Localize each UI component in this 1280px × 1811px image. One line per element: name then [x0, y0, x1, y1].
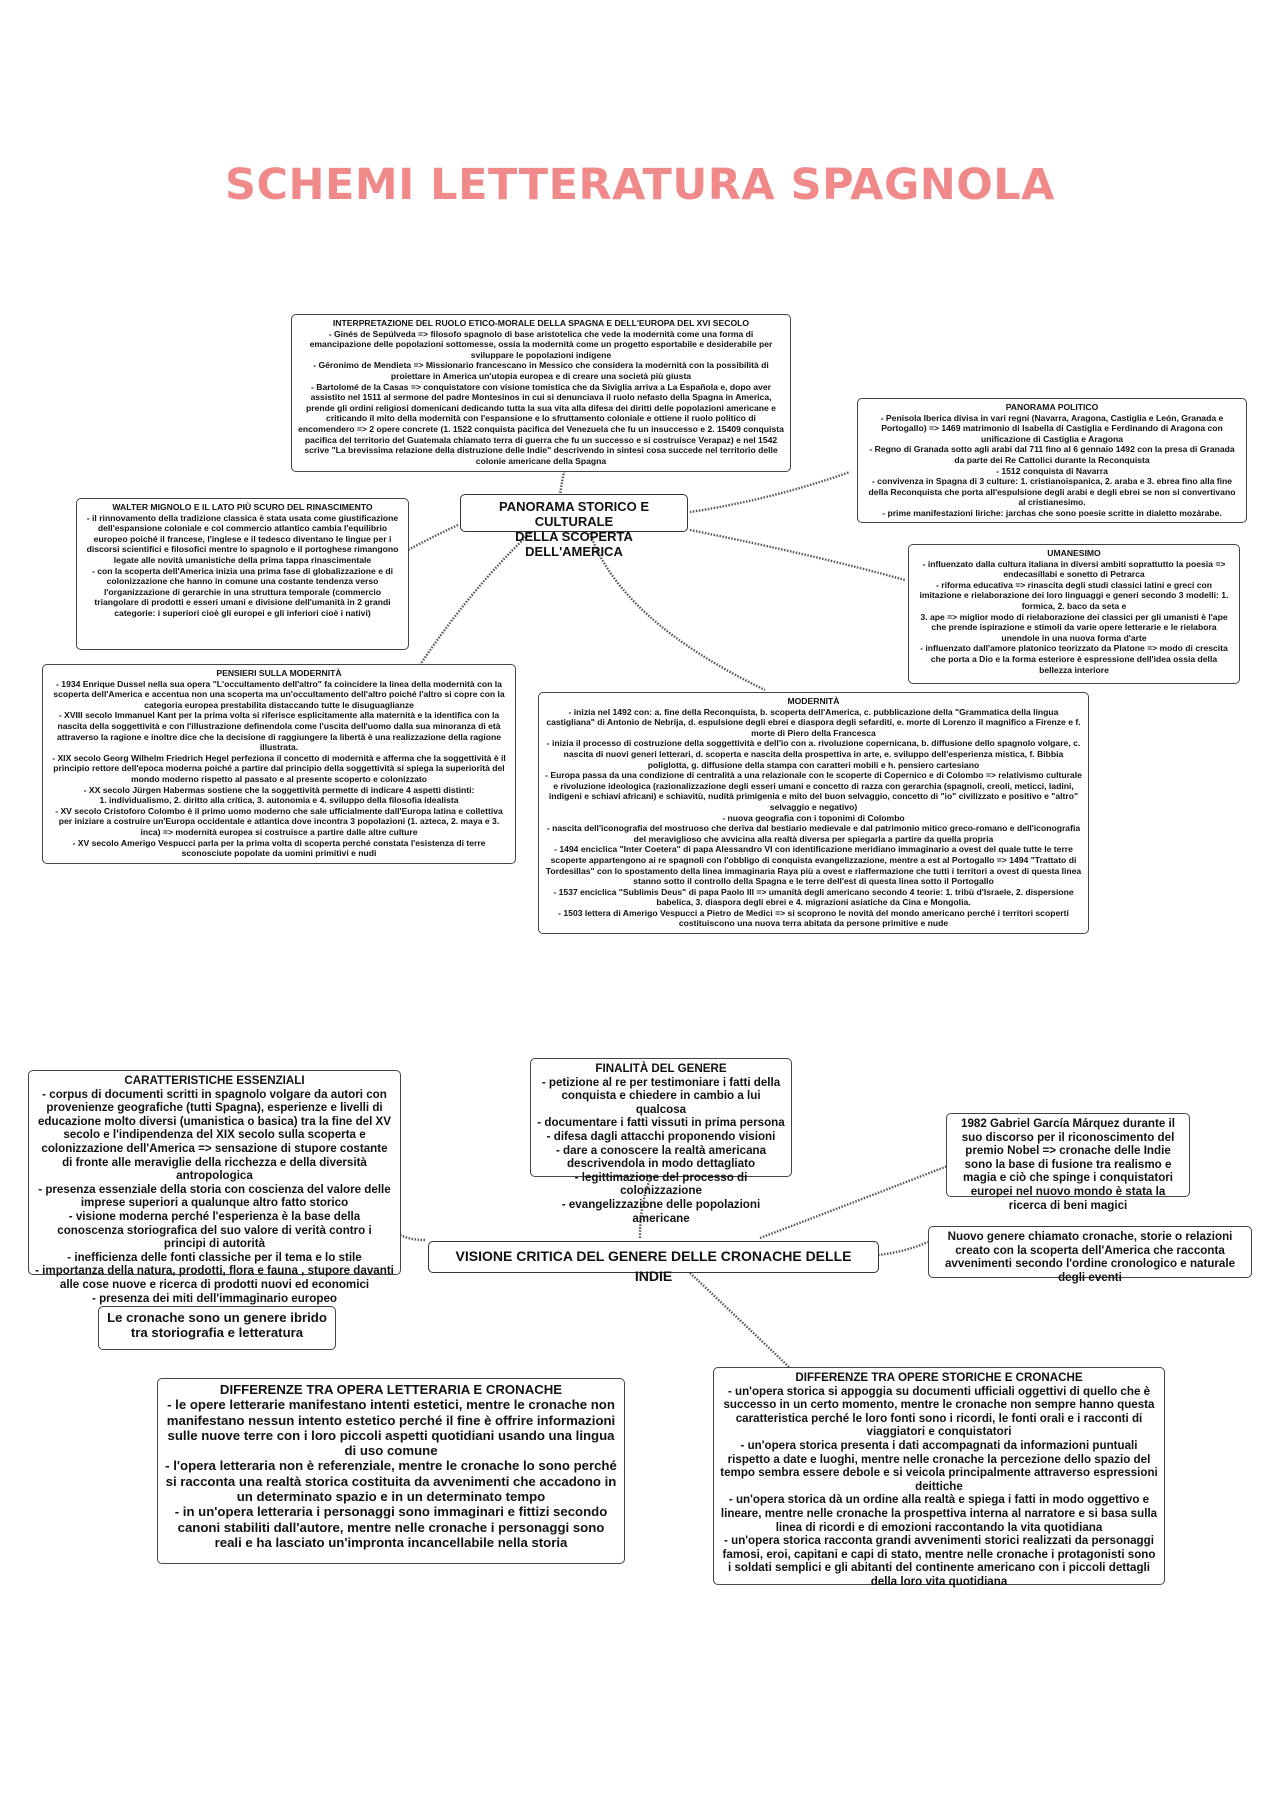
- central-node-panorama-label: PANORAMA STORICO E CULTURALE DELLA SCOPERTA DELL'AMERICA: [499, 499, 649, 559]
- caratteristiche-box: [28, 1070, 401, 1305]
- marquez-box: [946, 1113, 1190, 1212]
- finalita-body: - petizione al re per testimoniare i fatti della conquista e chiedere in cambio a lui qualcosa - documentare i fatti vissuti in prima persona - difesa dagli attacchi proponendo visioni - dare a conoscere la realtà americana descrivendola in modo dettagliato - legittimazione del processo di colonizzazione - evangelizzazione delle popolazioni americane: [537, 1075, 785, 1225]
- pensieri-body: - 1934 Enrique Dussel nella sua opera "L'occultamento dell'altro" fa coincidere la linea della modernità con la scoperta dell'America e accentua non una scoperta ma un'occultamento dell'altro poiché l'altro si copre con la categoria europea prestabilita distaccando tutte le disuguaglianze - XVIII secolo Immanuel Kant per la prima volta si riferisce esplicitamente alla maternità e la identifica con la nascita della soggettività e con l'illustrazione definendola come l'uscita dell'uomo dalla sua minoranza di età attraverso la ragione e inoltre dice che la decisione di raggiungere la libertà è una realizzazione della ragione illustrata. - XIX secolo Georg Wilhelm Friedrich Hegel perfeziona il concetto di modernità e afferma che la soggettività è il principio rettore dell'epoca moderna poiché a partire dal principio della soggettività si spiega la superiorità del mondo moderno rispetto al passato e al presente scoperto e colonizzato - XX secolo Jürgen Habermas sostiene che la soggettività permette di indicare 4 aspetti distinti: 1. individualismo, 2. diritto alla critica, 3. autonomia e 4. sviluppo della filosofia idealista - XV secolo Cristoforo Colombo è il primo uomo moderno che sale ufficialmente dall'Europa latina e collettiva per iniziare a costruire un'Europa occidentale e atlantica dove incontra 3 popolazioni (1. azteca, 2. maya e 3. inca) => modernità europea si costruisce a partire dalle altre culture - XV secolo Amerigo Vespucci parla per la prima volta di scoperta perché constata l'esistenza di terre sconosciute popolate da uomini primitivi e nudi: [52, 678, 506, 859]
- politico-box: [857, 398, 1247, 523]
- differenze-storiche-heading: DIFFERENZE TRA OPERE STORICHE E CRONACHE: [795, 1371, 1083, 1384]
- umanesimo-body: - influenzato dalla cultura italiana in diversi ambiti soprattutto la poesia => endecasillabi e sonetto di Petrarca - riforma educativa => rinascita degli studi classici latini e greci con imitazione e rielaborazione dei loro linguaggi e generi secondo 3 modelli: 1. formica, 2. baco da seta e 3. ape => miglior modo di rielaborazione dei classici per gli umanisti è l'ape che prende ispirazione e stimoli da varie opere letterarie e le rielabora unendole in una nuova forma d'arte - influenzato dall'amore platonico teorizzato da Platone => modo di crescita che porta a Dio e la forma esteriore è espressione dell'idea ossia della bellezza interiore: [919, 558, 1229, 675]
- page-title: SCHEMI LETTERATURA SPAGNOLA: [225, 160, 1055, 210]
- interpretazione-box: [291, 314, 791, 472]
- ibrido-box: [98, 1306, 336, 1350]
- link-umanesimo: [690, 530, 905, 580]
- differenze-storiche-body: - un'opera storica si appoggia su documenti ufficiali oggettivi di quello che è successo in un certo momento, mentre le cronache non sempre hanno questa caratteristica perché le loro fonti sono i ricordi, le fonti orali e i racconti di viaggiatori e conquistatori - un'opera storica presenta i dati accompagnati da informazioni puntuali rispetto a date e luoghi, mentre nelle cronache la percezione dello spazio del tempo sembra essere debole e si veicola principalmente attraverso espressioni deittiche - un'opera storica dà un ordine alla realtà e spiega i fatti in modo oggettivo e lineare, mentre nelle cronache la prospettiva interna al narratore e si basa sulla linea di ricordi e di emozioni raccontando la vita quotidiana - un'opera storica racconta grandi avvenimenti storici realizzati da personaggi famosi, eroi, capitani e capi di stato, mentre nelle cronache i protagonisti sono i soldati semplici e gli abitanti del continente americano con i piccoli dettagli della loro vita quotidiana: [720, 1384, 1158, 1588]
- modernita-box: [538, 692, 1089, 934]
- link-politico: [690, 472, 850, 512]
- central-node-cronache-label: VISIONE CRITICA DEL GENERE DELLE CRONACHE DELLE INDIE: [455, 1248, 852, 1284]
- link-caratteristiche: [400, 1235, 425, 1240]
- differenze-storiche-box: [713, 1367, 1165, 1588]
- interpretazione-body: - Ginés de Sepúlveda => filosofo spagnolo di base aristotelica che vede la modernità come una forma di emancipazione delle popolazioni sottomesse, ossia la modernità come un progetto esportabile e desiderabile per sviluppare le popolazioni indigene - Géronimo de Mendieta => Missionario francescano in Messico che considera la modernità con la possibilità di proiettare in America un'utopia europea e di creare una società più giusta - Bartolomé de la Casas => conquistatore con visione tomistica che da Siviglia arriva a La Española e, dopo aver assistito nel 1511 al sermone del padre Montesinos in cui si denunciava il ruolo nefasto della Spagna in America, prende gli ordini religiosi domenicani dedicando tutta la sua vita alla difesa dei diritti delle popolazioni americane e criticando il mito della modernità con l'espansione e lo sfruttamento coloniale e ottiene il ruolo politico di encomendero => 2 opere concrete (1. 1522 conquista pacifica del Venezuela che fu un insuccesso e 2. 15409 conquista pacifica del territorio del Guatemala chiamato terra di guerra che fu un successo e si costruisce Verapaz) e nel 1542 scrive "La brevissima relazione della distruzione delle Indie" descrivendo in sintesi cosa succede nel territorio delle colonie americane della Spagna: [298, 328, 784, 466]
- caratteristiche-body: - corpus di documenti scritti in spagnolo volgare da autori con provenienze geografiche (tutti Spagna), esperienze e livelli di educazione molto diversi (umanistica o basica) tra la fine del XV secolo e l'indipendenza del XIX secolo sulla scoperta e colonizzazione dell'America => sensazione di stupore costante di fronte alle meraviglie della ricchezza e della diversità antropologica - presenza essenziale della storia con coscienza del valore delle imprese superiori a qualunque altro fatto storico - visione moderna perché l'esperienza è la base della conoscenza storiografica del suo valore di verità contro i principi di autorità - inefficienza delle fonti classiche per il tema e lo stile - importanza della natura, prodotti, flora e fauna , stupore davanti alle cose nuove e ricerca di prodotti nuovi ed economici - presenza dei miti dell'immaginario europeo: [35, 1087, 394, 1305]
- finalita-box: [530, 1058, 792, 1225]
- umanesimo-heading: UMANESIMO: [1047, 548, 1101, 558]
- mignolo-box: [76, 498, 409, 650]
- differenze-letteraria-body: - le opere letterarie manifestano intenti estetici, mentre le cronache non manifestano nessun intento estetico perché il fine è offrire informazioni sulle nuove terre con i loro piccoli aspetti quotidiani usando una lingua di uso comune - l'opera letteraria non è referenziale, mentre le cronache lo sono perché si racconta una realtà storica costituita da avvenimenti che accadono in un determinato spazio e in un determinato tempo - in un'opera letteraria i personaggi sono immaginari e fittizi secondo canoni stabiliti dall'autore, mentre nelle cronache i personaggi sono reali e ha lasciato un'impronta incancellabile nella storia: [165, 1397, 617, 1550]
- ibrido-body: Le cronache sono un genere ibrido tra storiografia e letteratura: [107, 1310, 327, 1341]
- link-mignolo: [408, 525, 458, 550]
- nuovo-genere-body: Nuovo genere chiamato cronache, storie o relazioni creato con la scoperta dell'America che racconta avvenimenti secondo l'ordine cronologico e naturale degli eventi: [944, 1230, 1236, 1284]
- umanesimo-box: [908, 544, 1240, 684]
- politico-heading: PANORAMA POLITICO: [1005, 402, 1099, 412]
- modernita-heading: MODERNITÀ: [787, 696, 840, 706]
- differenze-letteraria-heading: DIFFERENZE TRA OPERA LETTERARIA E CRONACHE: [219, 1382, 563, 1397]
- caratteristiche-heading: CARATTERISTICHE ESSENZIALI: [124, 1074, 305, 1087]
- link-interpretazione: [560, 468, 565, 495]
- central-node-cronache: [428, 1241, 879, 1284]
- modernita-body: - inizia nel 1492 con: a. fine della Reconquista, b. scoperta dell'America, c. pubblicazione della "Grammatica della lingua castigliana" di Antonio de Nebrija, d. espulsione degli ebrei e diaspora degli sefarditi, e. morte di Lorenzo il magnifico a Firenze e f. morte di Piero della Francesca - inizia il processo di costruzione della soggettività e dell'io con a. rivoluzione copernicana, b. diffusione dello spagnolo volgare, c. nascita di nuovi generi letterari, d. scoperta e nascita della prospettiva in arte, e. sviluppo dell'esperienza mistica, f. Bibbia poliglotta, g. diffusione della stampa con caratteri mobili e h. pensiero cartesiano - Europa passa da una condizione di centralità a una relazionale con le scoperte di Copernico e di Colombo => relativismo culturale e rivoluzione ideologica (razionalizzazione degli esseri umani e concetto di razza con gerarchia (spagnoli, creoli, meticci, ladini, indigeni e schiavi africani) e schiavitù, nudità primigenia e mito del buon selvaggio, concetto di "io" civilizzato e positivo e "altro" selvaggio e negativo) - nuova geografia con i toponimi di Colombo - nascita dell'iconografia del mostruoso che deriva dal bestiario medievale e dal patrimonio mitico greco-romano e dell'iconografia del meraviglioso che avvicina alla realtà diversa per spiegarla a partire da quella propria - 1494 enciclica "Inter Coetera" di papa Alessandro VI con identificazione meridiano immaginario a ovest del quale tutte le terre scoperte appartengono ai re spagnoli con l'obbligo di conquista evangelizzazione, mentre a est al Portogallo => 1494 "Trattato di Tordesillas" con lo spostamento della linea immaginaria Raya più a ovest e riaffermazione che tutti i territori a ovest di questa linea stanno sotto il controllo della Spagna e le terre dell'est di questa linea sotto il Portogallo - 1537 enciclica "Sublimis Deus" di papa Paolo III => umanità degli americano secondo 4 teorie: 1. tribù d'Israele, 2. dispersione babelica, 3. diaspora degli ebrei e 4. migrazioni asiatiche da Cina e Mongolia. - 1503 lettera di Amerigo Vespucci a Pietro de Medici => si scoprono le novità del mondo americano perché i territori scoperti costituiscono una nuova terra abitata da persone primitive e nude: [545, 706, 1082, 929]
- mignolo-heading: WALTER MIGNOLO E IL LATO PIÙ SCURO DEL RINASCIMENTO: [112, 502, 373, 512]
- central-node-panorama: [460, 494, 688, 559]
- nuovo-genere-box: [928, 1226, 1252, 1284]
- pensieri-heading: PENSIERI SULLA MODERNITÀ: [216, 668, 342, 678]
- mignolo-body: - il rinnovamento della tradizione classica è stata usata come giustificazione dell'espansione coloniale e col commercio atlantico cambia l'equilibrio europeo poiché il francese, l'inglese e il tedesco diventano le lingue per i discorsi scientifici e filosofici mentre lo spagnolo e il portoghese rimangono legate alle novità umanistiche della prima tappa rinascimentale - con la scoperta dell'America inizia una prima fase di globalizzazione e di colonizzazione che hanno in comune una costante tendenza verso l'organizzazione di gerarchie in una struttura temporale (commercio triangolare di prodotti e esseri umani e divisione dell'umanità in 2 grandi categorie: i superiori cioè gli europei e gli inferiori cioè i nativi): [86, 512, 399, 618]
- politico-body: - Penisola Iberica divisa in vari regni (Navarra, Aragona, Castiglia e León, Granada e Portogallo) => 1469 matrimonio di Isabella di Castiglia e Ferdinando di Aragona con unificazione di Castiglia e Aragona - Regno di Granada sotto agli arabi dal 711 fino al 6 gennaio 1492 con la presa di Granada da parte dei Re Cattolici durante la Reconquista - 1512 conquista di Navarra - convivenza in Spagna di 3 culture: 1. cristianoispanica, 2. araba e 3. ebrea fino alla fine della Reconquista che porta all'espulsione degli arabi e degli ebrei se non si convertivano al cristianesimo. - prime manifestazioni liriche: jarchas che sono poesie scritte in dialetto mozárabe.: [868, 412, 1236, 518]
- differenze-letteraria-box: [157, 1378, 625, 1564]
- marquez-body: 1982 Gabriel García Márquez durante il suo discorso per il riconoscimento del premio Nobel => cronache delle Indie sono la base di fusione tra realismo e magia e ciò che spinge i conquistatori europei nel nuovo mondo è stata la ricerca di beni magici: [961, 1117, 1175, 1212]
- interpretazione-heading: INTERPRETAZIONE DEL RUOLO ETICO-MORALE DELLA SPAGNA E DELL'EUROPA DEL XVI SECOLO: [332, 318, 750, 328]
- link-nuovo-genere: [878, 1242, 928, 1255]
- link-storiche: [690, 1273, 790, 1368]
- pensieri-box: [42, 664, 516, 864]
- finalita-heading: FINALITÀ DEL GENERE: [595, 1062, 727, 1075]
